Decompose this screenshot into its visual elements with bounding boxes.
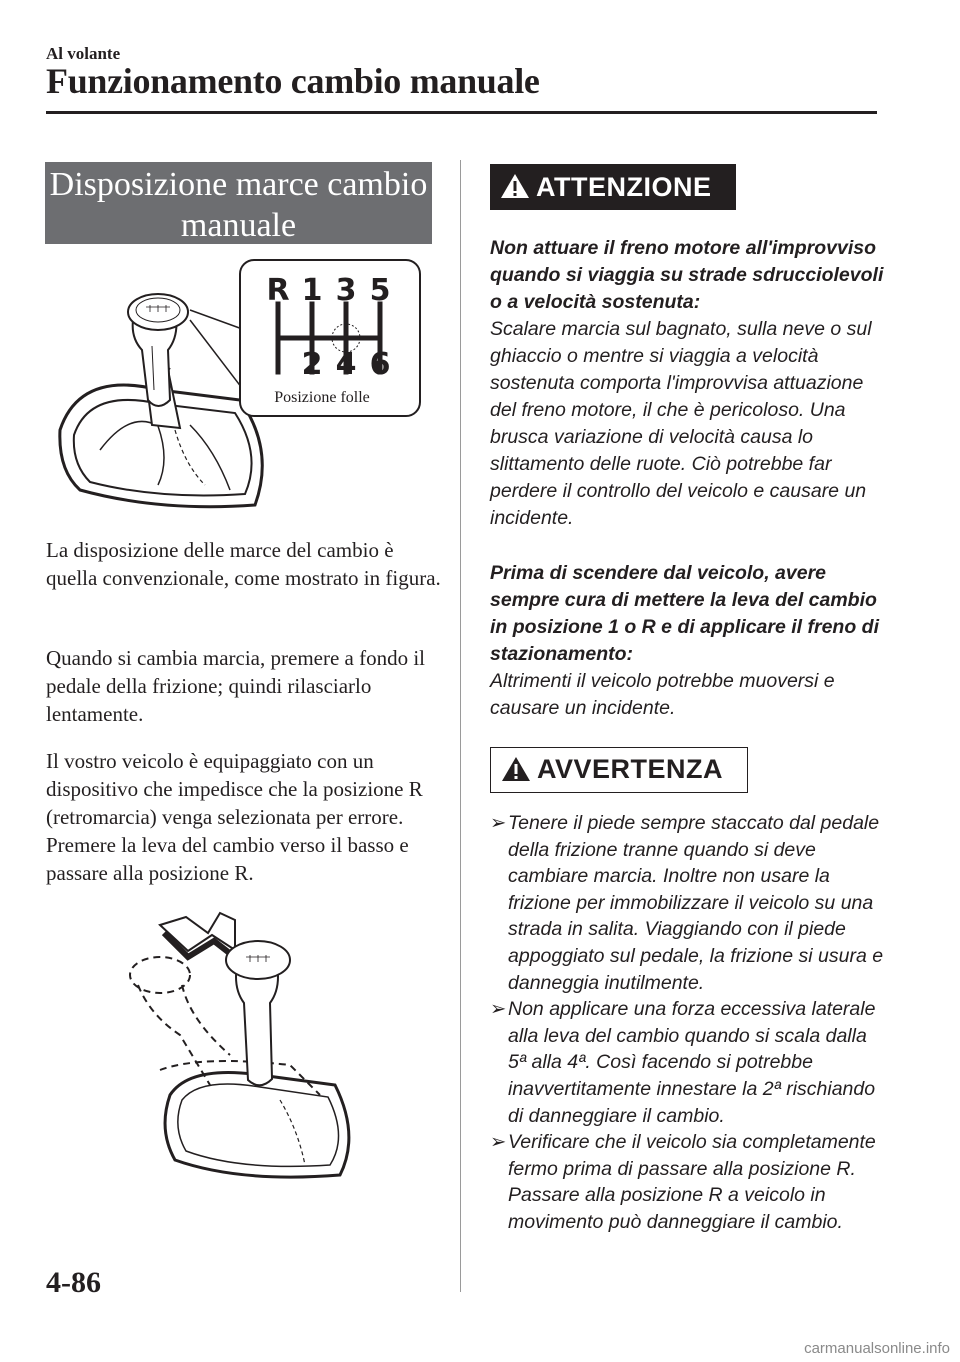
page-title: Funzionamento cambio manuale: [46, 61, 540, 101]
warning-item-1-text: Scalare marcia sul bagnato, sulla neve o sul ghiaccio o mentre si viaggia a velocità sostenuta comporta l'improvvisa attuazione del freno motore, il che è pericoloso. Una brusca variazione di velocità causa lo slittamento delle ruote. Ciò potrebbe far perdere il controllo del veicolo e causare un incidente.: [490, 318, 872, 529]
callout-line-bottom: [190, 320, 245, 392]
shift-knob: [128, 294, 188, 406]
gear-label-5: 5: [369, 273, 391, 308]
boot-outline: [165, 1073, 349, 1178]
title-rule: [46, 111, 877, 114]
warning-label: ATTENZIONE: [536, 172, 712, 202]
watermark-text: carmanualsonline.info: [804, 1340, 950, 1357]
breadcrumb: Al volante: [46, 44, 121, 63]
caution-badge: [490, 747, 748, 793]
warning-item-2-text: Altrimenti il veicolo potrebbe muoversi e causare un incidente.: [490, 670, 835, 719]
push-arrow-icon: [160, 913, 235, 957]
neutral-caption: Posizione folle: [274, 389, 370, 406]
paragraph-clutch: Quando si cambia marcia, premere a fondo il pedale della frizione; quindi rilasciarlo lentamente.: [46, 646, 426, 726]
warning-item-1-title: Non attuare il freno motore all'improvviso quando si viaggia su strade sdrucciolevoli o a velocità sostenuta:: [490, 237, 884, 313]
caution-label: AVVERTENZA: [537, 754, 724, 784]
warning-content: [490, 235, 885, 722]
column-divider: [460, 160, 461, 1292]
gear-label-r: R: [266, 273, 290, 308]
bullet-arrow-icon: ➢: [490, 1131, 507, 1154]
paragraph-reverse-lock: Il vostro veicolo è equipaggiato con un dispositivo che impedisce che la posizione R (retromarcia) venga selezionata per errore. Premere la leva del cambio verso il basso e passare alla posizione R.: [46, 749, 423, 885]
warning-badge: [490, 164, 736, 210]
gear-label-4: 4: [335, 347, 357, 382]
gear-label-6: 6: [369, 347, 391, 382]
caution-item-text: Verificare che il veicolo sia completamente fermo prima di passare alla posizione R. Passare alla posizione R a veicolo in movimento può danneggiare il cambio.: [508, 1131, 876, 1233]
paragraph-layout: La disposizione delle marce del cambio è quella convenzionale, come mostrato in figura.: [46, 538, 441, 590]
gear-label-2: 2: [301, 347, 323, 382]
caution-list: [490, 810, 885, 1236]
caution-item: [490, 996, 885, 1129]
section-heading-line2: manuale: [180, 207, 297, 244]
section-heading-line1: Disposizione marce cambio: [49, 166, 428, 203]
callout-line-top: [190, 310, 245, 330]
warning-item-1: [490, 235, 885, 532]
reverse-shift-figure: [120, 905, 380, 1185]
caution-item-text: Non applicare una forza eccessiva laterale alla leva del cambio quando si scala dalla 5ª alla 4ª. Così facendo si potrebbe inavvertitamente innestare la 2ª rischiando di danneggiare il cambio.: [508, 998, 876, 1127]
bullet-arrow-icon: ➢: [490, 812, 507, 834]
bullet-arrow-icon: ➢: [490, 998, 507, 1021]
warning-item-2-title: Prima di scendere dal veicolo, avere sempre cura di mettere la leva del cambio in posizione 1 o R e di applicare il freno di stazionamento:: [490, 562, 879, 665]
warning-item-2: [490, 560, 885, 722]
gear-label-1: 1: [301, 273, 323, 308]
gear-pattern-figure: [40, 250, 440, 515]
ghost-knob: [130, 957, 320, 1095]
caution-item-text: Tenere il piede sempre staccato dal pedale della frizione tranne quando si deve cambiare marcia. Inoltre non usare la frizione per immobilizzare il veicolo su una strada in salita. Viaggiando con il piede appoggiato sul pedale, la frizione si usura e danneggia inutilmente.: [508, 812, 884, 994]
page-number: 4-86: [46, 1266, 101, 1299]
warning-triangle-icon: [500, 172, 530, 200]
gear-label-3: 3: [335, 273, 357, 308]
caution-item: [490, 810, 885, 996]
caution-item: [490, 1129, 885, 1235]
section-heading: [45, 162, 432, 244]
caution-triangle-icon: [501, 755, 531, 783]
